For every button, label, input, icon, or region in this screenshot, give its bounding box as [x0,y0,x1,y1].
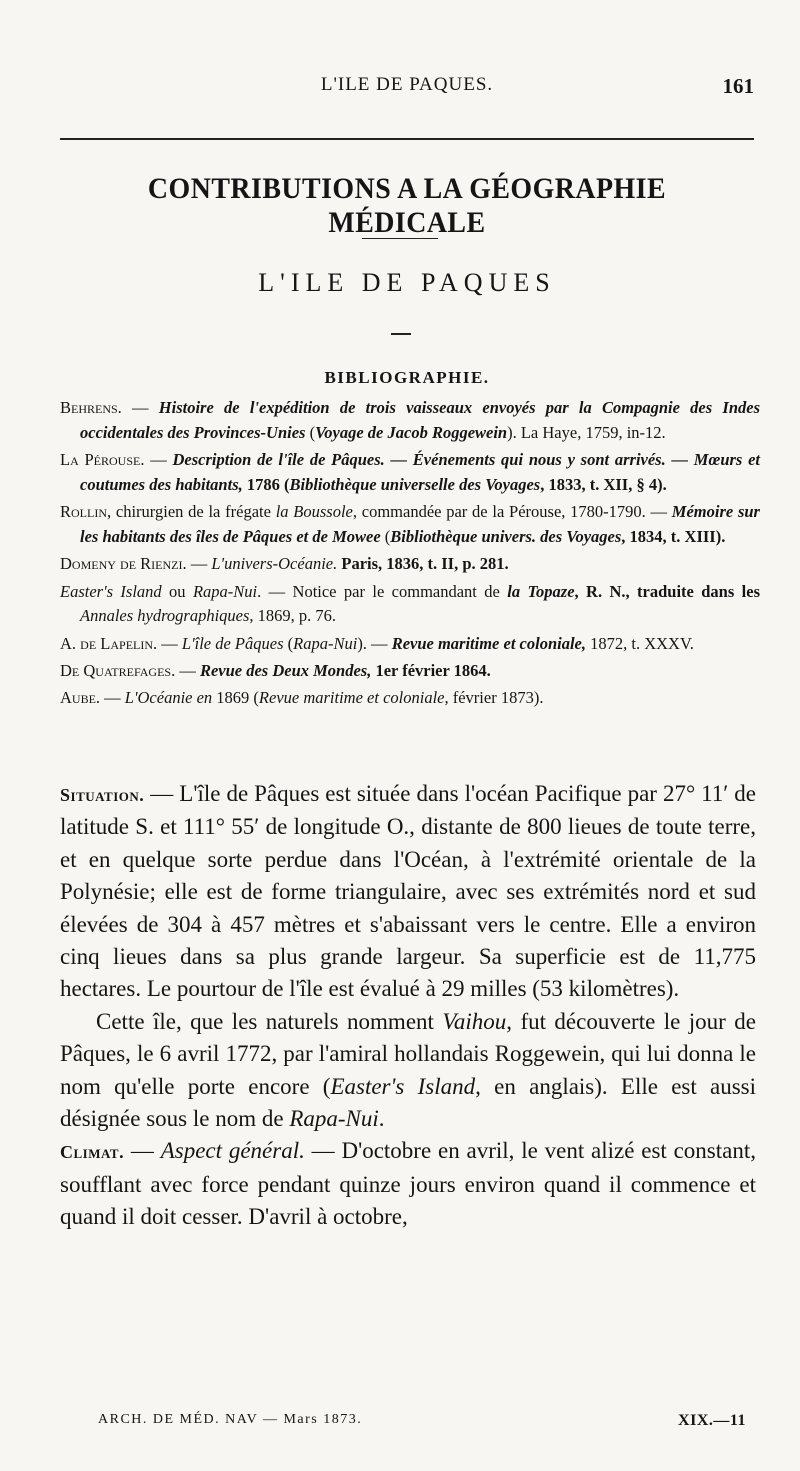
entry-author: A. de Lapelin. [60,633,158,653]
entry-separator: — [121,398,159,417]
entry-author: La Pérouse. [60,450,145,470]
bibliography-entry [60,580,760,630]
entry-author: Domeny de Rienzi. [60,554,187,574]
entry-text: ). La Haye, 1759, in-12. [507,422,666,442]
entry-separator: — [157,633,182,653]
article-title: CONTRIBUTIONS A LA GÉOGRAPHIE MÉDICALE [147,172,667,239]
section-lead: Situation. [60,785,145,805]
running-head [60,74,754,104]
entry-author: Aube. [60,688,101,708]
bibliography-entry [60,686,760,711]
bibliography-entry [60,448,760,498]
entry-text: Paris, 1836, t. II, p. 281. [337,554,509,574]
entry-title: L'Océanie en [124,688,213,708]
page-number: 161 [722,74,754,98]
entry-text: , commandée par de la Pérouse, 1780-1790. — [352,502,672,522]
paragraph-emphasis: Rapa-Nui [289,1106,379,1132]
paragraph-emphasis: Easter's Island [330,1073,476,1099]
entry-text: 1786 ( [242,474,290,494]
entry-separator: — [144,450,173,470]
paragraph-text: Cette île, que les naturels nomment [96,1008,443,1034]
entry-text: février 1873). [448,688,544,708]
entry-title: Rapa-Nui [192,581,258,601]
entry-title: Easter's Island [60,581,162,601]
section-lead: Climat. [60,1142,125,1163]
paragraph-text: — [124,1138,161,1164]
entry-ship: la Boussole [275,502,353,522]
entry-ship: la Topaze [507,581,575,601]
entry-text: . — Notice par le commandant de [257,581,508,601]
paragraph-discovery [60,1006,756,1136]
paragraph-situation [60,778,756,1006]
entry-separator: — [186,554,212,574]
entry-text: , 1869, p. 76. [249,606,337,626]
paragraph-text: . [378,1106,385,1132]
entry-separator: — [100,688,125,708]
entry-text: , R. N., traduite dans les [574,581,760,601]
entry-text: 1869 ( [212,688,259,708]
entry-author: Rollin, [60,502,112,522]
journal-line: ARCH. DE MÉD. NAV — Mars 1873. [98,1412,363,1427]
bibliography-entry [60,659,760,684]
entry-text: ( [305,422,316,442]
entry-work: Voyage de Jacob Roggewein [315,422,508,442]
article-subtitle: L'ILE DE PAQUES [258,268,556,297]
entry-title: L'île de Pâques [181,633,284,653]
entry-work: Annales hydrographiques [80,606,250,626]
paragraph-text: , en anglais). Elle est aussi désignée sous le nom de [60,1073,757,1132]
entry-text: ou [161,581,193,601]
entry-work: Bibliothèque universelle des Voyages [289,474,541,494]
bibliography-entry [60,552,760,577]
entry-author: Behrens. [60,398,122,417]
paragraph-emphasis: Aspect général. [160,1138,305,1164]
entry-work: Rapa-Nui [293,633,358,653]
bibliography-entry [60,632,760,657]
paragraph-climate [60,1135,756,1233]
entry-text: , 1833, t. XII, § 4). [540,474,667,494]
subtitle-divider [391,333,411,335]
paragraph-text: — D'octobre en avril, le vent alizé est constant, soufflant avec force pendant quinze jours environ quand il commence et quand il doit cesser. D'avril à octobre, [60,1138,756,1230]
bibliography-entry [60,500,760,550]
entry-title: L'univers-Océanie. [211,554,338,574]
entry-separator: — [175,660,200,680]
entry-text: chirurgien de la frégate [111,502,276,522]
entry-text: 1er février 1864. [371,660,491,680]
header-rule [60,138,754,140]
entry-text: , 1834, t. XIII). [621,526,726,546]
entry-title: Description de l'île de Pâques. — Événements qui nous y sont arrivés. — Mœurs et coutumes des habitants, [80,450,761,494]
entry-title: Revue des Deux Mondes, [199,660,372,680]
bibliography-heading: BIBLIOGRAPHIE. [324,368,490,387]
paragraph-emphasis: Vaihou [442,1008,507,1034]
entry-text: 1872, t. XXXV. [586,633,694,653]
page-footer [60,1412,754,1436]
entry-work: Bibliothèque univers. des Voyages [390,526,622,546]
bibliography-entry [60,396,760,446]
entry-author: De Quatrefages. [60,660,176,680]
entry-title: Histoire de l'expédition de trois vaisseaux envoyés par la Compagnie des Indes occidentales des Provinces-Unies [80,398,760,442]
entry-text: ). — [357,633,392,653]
entry-title: Mémoire sur les habitants des îles de Pâques et de Mowee [80,502,760,546]
bibliography-list [60,396,760,714]
title-divider [362,238,438,239]
running-title: L'ILE DE PAQUES. [320,74,494,95]
signature-mark: XIX.—11 [678,1412,746,1429]
paragraph-text: , fut découverte le jour de Pâques, le 6 avril 1772, par l'amiral hollandais Roggewein, qui lui donna le nom qu'elle porte encore ( [60,1008,756,1099]
body-text [60,778,756,1234]
entry-text: ( [380,526,391,546]
entry-work: Revue maritime et coloniale, [258,688,449,708]
entry-title: Revue maritime et coloniale, [391,633,586,653]
paragraph-text: — L'île de Pâques est située dans l'océan Pacifique par 27° 11′ de latitude S. et 111° 55′ de longitude O., distante de 800 lieues de toute terre, et en quelque sorte perdue dans l'Océan, à l'extrémité orientale de la Polynésie; elle est de forme triangulaire, avec ses extrémités nord et sud élevées de 304 à 457 mètres et s'abaissant vers le centre. Elle a environ cinq lieues dans sa plus grande largeur. Sa superficie est de 11,775 hectares. Le pourtour de l'île est évalué à 29 milles (53 kilomètres). [60,781,756,1002]
entry-text: ( [283,633,294,653]
